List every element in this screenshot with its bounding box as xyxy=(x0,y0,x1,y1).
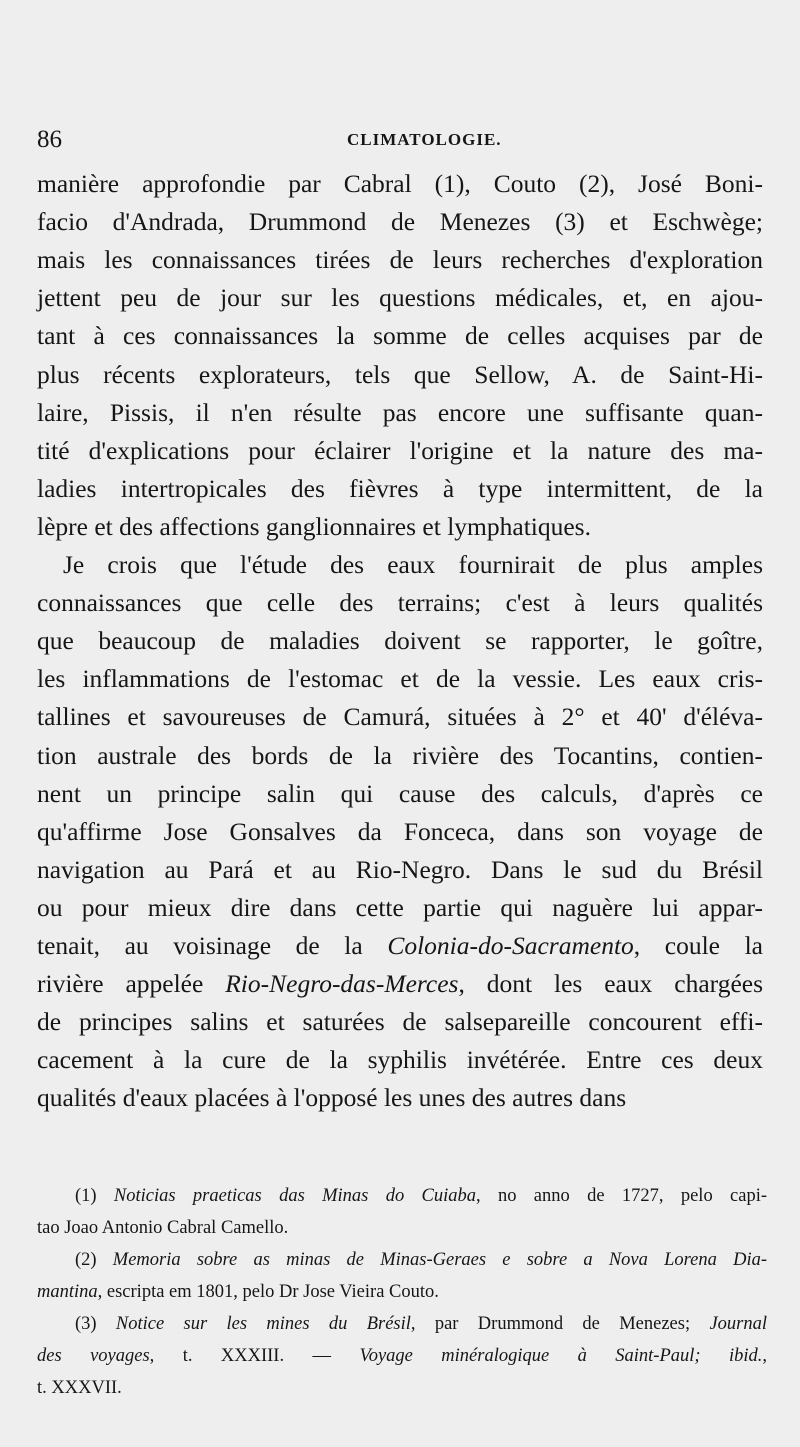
text-line: laire, Pissis, il n'en résulte pas encore une suffisante quan- xyxy=(37,397,763,427)
text-line: tité d'explications pour éclairer l'origine et la nature des ma- xyxy=(37,435,763,465)
text-line: tant à ces connaissances la somme de celles acquises par de xyxy=(37,321,763,351)
text-line: navigation au Pará et au Rio-Negro. Dans le sud du Brésil xyxy=(37,854,763,884)
text-line: tallines et savoureuses de Camurá, situées à 2° et 40' d'éléva- xyxy=(37,702,763,732)
text-line: facio d'Andrada, Drummond de Menezes (3) et Eschwège; xyxy=(37,207,763,237)
text-line: tenait, au voisinage de la Colonia-do-Sacramento, coule la xyxy=(37,931,764,960)
footnote-line: (3) Notice sur les mines du Brésil, par Drummond de Menezes; Journal xyxy=(75,1314,767,1334)
text-line: que beaucoup de maladies doivent se rapporter, le goître, xyxy=(37,626,763,656)
footnote-line: mantina, escripta em 1801, pelo Dr Jose Vieira Couto. xyxy=(37,1282,439,1302)
text-line: lèpre et des affections ganglionnaires et lymphatiques. xyxy=(37,511,591,541)
page-header xyxy=(37,126,767,158)
footnote-line: tao Joao Antonio Cabral Camello. xyxy=(37,1218,289,1238)
footnote-line: (1) Noticias praeticas das Minas do Cuiaba, no anno de 1727, pelo capi- xyxy=(75,1186,767,1206)
text-line: mais les connaissances tirées de leurs recherches d'exploration xyxy=(37,245,763,275)
running-title: CLIMATOLOGIE. xyxy=(347,130,502,149)
text-line: tion australe des bords de la rivière des Tocantins, contien- xyxy=(37,740,763,770)
text-line: rivière appelée Rio-Negro-das-Merces, dont les eaux chargées xyxy=(37,969,763,999)
text-line: connaissances que celle des terrains; c'est à leurs qualités xyxy=(37,588,763,618)
footnote-line: t. XXXVII. xyxy=(37,1378,122,1398)
text-line: qualités d'eaux placées à l'opposé les unes des autres dans xyxy=(37,1083,627,1113)
text-line: ou pour mieux dire dans cette partie qui naguère lui appar- xyxy=(37,892,763,922)
text-line: nent un principe salin qui cause des calculs, d'après ce xyxy=(37,778,763,808)
footnote-line: des voyages, t. XXXIII. — Voyage minéralogique à Saint-Paul; ibid., xyxy=(37,1346,768,1366)
text-line: qu'affirme Jose Gonsalves da Fonceca, dans son voyage de xyxy=(37,816,763,846)
footnote-line: (2) Memoria sobre as minas de Minas-Geraes e sobre a Nova Lorena Dia- xyxy=(75,1250,767,1270)
text-line: cacement à la cure de la syphilis invétérée. Entre ces deux xyxy=(37,1045,763,1075)
text-line: les inflammations de l'estomac et de la vessie. Les eaux cris- xyxy=(37,664,763,694)
page-number: 86 xyxy=(37,126,62,153)
text-line: Je crois que l'étude des eaux fournirait de plus amples xyxy=(63,550,763,579)
text-line: plus récents explorateurs, tels que Sellow, A. de Saint-Hi- xyxy=(37,359,763,389)
text-line: de principes salins et saturées de salsepareille concourent effi- xyxy=(37,1007,763,1037)
text-line: ladies intertropicales des fièvres à type intermittent, de la xyxy=(37,473,763,503)
text-line: jettent peu de jour sur les questions médicales, et, en ajou- xyxy=(37,283,763,313)
text-line: manière approfondie par Cabral (1), Couto (2), José Boni- xyxy=(37,169,763,198)
